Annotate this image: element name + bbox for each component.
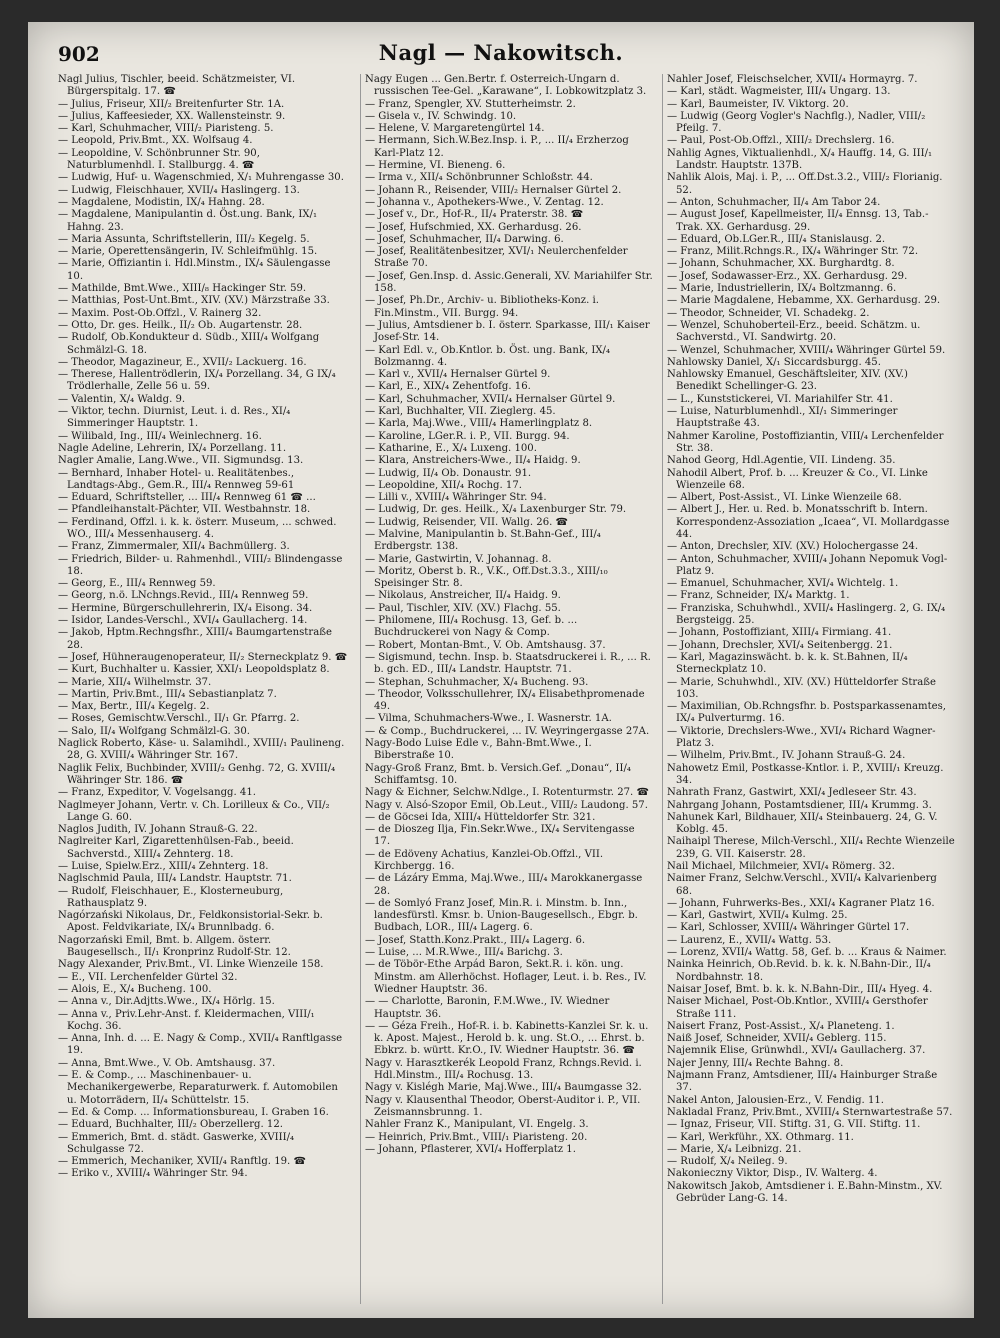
directory-entry: — Luise, ... M.R.Wwe., III/₄ Barichg. 3. xyxy=(365,947,563,959)
directory-entry: — — Géza Freih., Hof-R. i. b. Kabinetts-Kanzlei Sr. k. u. k. Apost. Majest., Herold b. k. ung. St.O., ... Ehrst. b. Ebkrz. b. württ. Kr.O., IV. Wiedner Hauptstr. 36. ☎ xyxy=(365,1020,649,1057)
directory-entry: Nahlik Alois, Maj. i. P., ... Off.Dst.3.2., VIII/₂ Florianig. 52. xyxy=(667,172,943,196)
directory-entry: — Irma v., XII/₄ Schönbrunner Schloßstr. 44. xyxy=(365,172,593,184)
directory-entry: — Malvine, Manipulantin b. St.Bahn-Gef., III/₄ Erdbergstr. 138. xyxy=(365,528,601,553)
directory-entry: — Ludwig, Fleischhauer, XVII/₄ Haslingerg. 13. xyxy=(58,184,300,196)
directory-entry: — Maximilian, Ob.Rchngsfhr. b. Postsparkassenamtes, IX/₄ Pulverturmg. 16. xyxy=(667,701,947,725)
directory-entry: — Heinrich, Priv.Bmt., VIII/₁ Piaristeng. 20. xyxy=(365,1131,588,1143)
directory-entry: — Franziska, Schuhwhdl., XVII/₄ Haslingerg. 2, G. IX/₄ Bergsteigg. 25. xyxy=(667,602,946,627)
directory-entry: Nakel Anton, Jalousien-Erz., V. Fendig. 11. xyxy=(667,1094,885,1106)
page-number: 902 xyxy=(58,42,100,66)
directory-entry: — Karl, Magazinswächt. b. k. k. St.Bahnen, II/₄ Sterneckplatz 10. xyxy=(667,651,908,676)
directory-entry: — de Göcsei Ida, XIII/₄ Hütteldorfer Str. 321. xyxy=(365,811,596,823)
page-header xyxy=(28,32,974,72)
directory-entry: — Albert J., Her. u. Red. b. Monatsschrift b. Intern. Korrespondenz-Assoziation „Icaea“, VI. Mollardgasse 44. xyxy=(667,504,950,540)
directory-entry: Nagy v. Kislégh Marie, Maj.Wwe., III/₄ Baumgasse 32. xyxy=(365,1082,642,1094)
directory-entry: Nahlowsky Emanuel, Geschäftsleiter, XIV. (XV.) Benedikt Schellinger-G. 23. xyxy=(667,369,908,393)
directory-entry: — Friedrich, Bilder- u. Rahmenhdl., VIII/₂ Blindengasse 18. xyxy=(58,553,343,577)
directory-entry: Nakladal Franz, Priv.Bmt., XVIII/₄ Sternwartestraße 57. xyxy=(667,1106,953,1118)
directory-entry: Nahowetz Emil, Postkasse-Kntlor. i. P., XVIII/₁ Kreuzg. 34. xyxy=(667,762,944,786)
directory-entry: — Martin, Priv.Bmt., III/₄ Sebastianplatz 7. xyxy=(58,688,277,700)
directory-entry: — Ludwig, Reisender, VII. Wallg. 26. ☎ xyxy=(365,516,569,528)
directory-entry: — Anna v., Priv.Lehr-Anst. f. Kleidermachen, VIII/₁ Kochg. 36. xyxy=(58,1008,315,1032)
directory-entry: Nahrgang Johann, Postamtsdiener, III/₄ Krummg. 3. xyxy=(667,799,932,811)
directory-entry: — Klara, Anstreichers-Wwe., II/₄ Haidg. 9. xyxy=(365,455,581,467)
directory-entry: — Matthias, Post-Unt.Bmt., XIV. (XV.) Märzstraße 33. xyxy=(58,295,330,307)
directory-entry: — Wilibald, Ing., III/₄ Weinlechnerg. 16. xyxy=(58,430,262,442)
directory-entry: — de Somlyó Franz Josef, Min.R. i. Minstm. b. Inn., landesfürstl. Kmsr. b. Union-Baugesellsch., Ebgr. b. Budbach, LOR., III/₄ Lagerg. 6. xyxy=(365,897,638,934)
directory-entry: Nagy-Bodo Luise Edle v., Bahn-Bmt.Wwe., I. Biberstraße 10. xyxy=(365,738,592,762)
directory-entry: — Jakob, Hptm.Rechngsfhr., XIII/₄ Baumgartenstraße 28. xyxy=(58,627,332,651)
directory-entry: — Johann, Postoffiziant, XIII/₄ Firmiang. 41. xyxy=(667,627,892,639)
directory-entry: — Alois, E., X/₄ Bucheng. 100. xyxy=(58,983,212,995)
directory-entry: — Maxim. Post-Ob.Offzl., V. Rainerg 32. xyxy=(58,307,262,319)
directory-columns xyxy=(58,74,958,1304)
directory-entry: Nahlowsky Daniel, X/₁ Siccardsburgg. 45. xyxy=(667,356,881,368)
directory-entry: — Georg, n.ö. LNchngs.Revid., III/₄ Rennweg 59. xyxy=(58,590,309,602)
directory-entry: — Magdalene, Modistin, IX/₄ Hahng. 28. xyxy=(58,196,265,208)
directory-entry: Naglos Judith, IV. Johann Strauß-G. 22. xyxy=(58,824,258,836)
directory-entry: — Hermine, VI. Bieneng. 6. xyxy=(365,160,506,172)
directory-entry: — de Dioszeg Ilja, Fin.Sekr.Wwe., IX/₄ Servitengasse 17. xyxy=(365,824,635,848)
directory-entry: Nahlig Agnes, Viktualienhdl., X/₄ Hauffg. 14, G. III/₁ Landstr. Hauptstr. 137B. xyxy=(667,147,933,172)
directory-entry: — Emmerich, Mechaniker, XVII/₄ Ranftlg. 19. ☎ xyxy=(58,1156,307,1168)
directory-entry: — Sigismund, techn. Insp. b. Staatsdruckerei i. R., ... R. b. gch. ED., III/₄ Landstr. Hauptstr. 71. xyxy=(365,651,651,676)
directory-entry: — de Edöveny Achatius, Kanzlei-Ob.Offzl., VII. Kirchbergg. 16. xyxy=(365,848,604,872)
directory-entry: — Emanuel, Schuhmacher, XVI/₄ Wichtelg. 1. xyxy=(667,578,899,590)
directory-entry: Nahrath Franz, Gastwirt, XXI/₄ Jedleseer Str. 43. xyxy=(667,787,917,799)
directory-entry: — Otto, Dr. ges. Heilk., II/₂ Ob. Augartenstr. 28. xyxy=(58,319,303,331)
directory-entry: Naisert Franz, Post-Assist., X/₄ Planeteng. 1. xyxy=(667,1020,895,1032)
directory-page xyxy=(28,22,974,1318)
directory-entry: — Josef, Ph.Dr., Archiv- u. Bibliotheks-Konz. i. Fin.Minstm., VII. Burgg. 94. xyxy=(365,295,599,319)
directory-entry: — Ferdinand, Offzl. i. k. k. österr. Museum, ... schwed. WO., III/₄ Messenhauserg. 4. xyxy=(58,516,337,540)
directory-entry: Naihaipl Therese, Milch-Verschl., XII/₄ Rechte Wienzeile 239, G. VII. Kaiserstr. 28. xyxy=(667,836,955,860)
directory-entry: — Ed. & Comp. ... Informationsbureau, I. Graben 16. xyxy=(58,1106,329,1118)
directory-entry: Nagy-Groß Franz, Bmt. b. Versich.Gef. „Donau“, II/₄ Schiffamtsg. 10. xyxy=(365,762,631,786)
directory-entry: — Luise, Naturblumenhdl., XI/₁ Simmeringer Hauptstraße 43. xyxy=(667,406,898,430)
directory-entry: — Roses, Gemischtw.Verschl., II/₁ Gr. Pfarrg. 2. xyxy=(58,713,300,725)
directory-entry: Nakowitsch Jakob, Amtsdiener i. E.Bahn-Minstm., XV. Gebrüder Lang-G. 14. xyxy=(667,1180,943,1205)
directory-entry: — Rudolf, Ob.Kondukteur d. Südb., XIII/₄ Wolfgang Schmälzl-G. 18. xyxy=(58,332,320,356)
directory-entry: — Anton, Drechsler, XIV. (XV.) Holochergasse 24. xyxy=(667,541,919,553)
directory-entry: Najer Jenny, III/₄ Rechte Bahng. 8. xyxy=(667,1057,844,1069)
directory-entry: — E., VII. Lerchenfelder Gürtel 32. xyxy=(58,971,238,983)
directory-entry: — Karl Edl. v., Ob.Kntlor. b. Öst. ung. Bank, IX/₄ Bolzmanng. 4. xyxy=(365,344,610,368)
directory-entry: — Franz, Milit.Rchngs.R., IX/₄ Währinger Str. 72. xyxy=(667,246,919,258)
directory-entry: Nahunek Karl, Bildhauer, XII/₄ Steinbauerg. 24, G. V. Koblg. 45. xyxy=(667,811,938,836)
directory-entry: — Theodor, Schneider, VI. Schadekg. 2. xyxy=(667,307,870,319)
directory-entry: Nahler Franz K., Manipulant, VI. Engelg. 3. xyxy=(365,1119,589,1131)
directory-entry: — Leopoldine, V. Schönbrunner Str. 90, Naturblumenhdl. I. Stallburgg. 4. ☎ xyxy=(58,147,260,172)
directory-entry: — Paul, Tischler, XIV. (XV.) Flachg. 55. xyxy=(365,602,561,614)
directory-entry: — Eduard, Schriftsteller, ... III/₄ Rennweg 61 ☎ ... xyxy=(58,492,316,504)
directory-entry: — Marie, XII/₄ Wilhelmstr. 37. xyxy=(58,676,212,688)
directory-entry: — Hermine, Bürgerschullehrerin, IX/₄ Eisong. 34. xyxy=(58,602,313,614)
directory-entry: — Johann R., Reisender, VIII/₂ Hernalser Gürtel 2. xyxy=(365,184,622,196)
directory-entry: — Lorenz, XVII/₄ Wattg. 58, Gef. b. ... Kraus & Naimer. xyxy=(667,947,947,959)
directory-entry: — Anton, Schuhmacher, II/₄ Am Tabor 24. xyxy=(667,196,881,208)
directory-entry: — Karl, Gastwirt, XVII/₄ Kulmg. 25. xyxy=(667,910,848,922)
directory-entry: — Philomene, III/₄ Rochusg. 13, Gef. b. ... Buchdruckerei von Nagy & Comp. xyxy=(365,615,578,639)
directory-entry: — de Lázáry Emma, Maj.Wwe., III/₄ Marokkanergasse 28. xyxy=(365,873,643,897)
directory-entry: — Vilma, Schuhmachers-Wwe., I. Wasnerstr. 1A. xyxy=(365,713,612,725)
directory-entry: — Wenzel, Schuhmacher, XVIII/₄ Währinger Gürtel 59. xyxy=(667,344,946,356)
directory-entry: Nagy Eugen ... Gen.Bertr. f. Österreich-Ungarn d. russischen Tee-Gel. „Karawane“, I. Lobkowitzplatz 3. xyxy=(365,74,647,98)
directory-entry: — Pfandleihanstalt-Pächter, VII. Westbahnstr. 18. xyxy=(58,504,311,516)
directory-entry: — Georg, E., III/₄ Rennweg 59. xyxy=(58,578,216,590)
directory-entry: — Josef v., Dr., Hof-R., II/₄ Praterstr. 38. ☎ xyxy=(365,209,584,221)
directory-entry: — Kurt, Buchhalter u. Kassier, XXI/₁ Leopoldsplatz 8. xyxy=(58,664,330,676)
directory-entry: Nagle Adeline, Lehrerin, IX/₄ Porzellang. 11. xyxy=(58,442,287,454)
directory-entry: — August Josef, Kapellmeister, II/₄ Ennsg. 13, Tab.-Trak. XX. Gerhardusg. 29. xyxy=(667,209,929,233)
directory-entry: — Anna, Inh. d. ... E. Nagy & Comp., XVII/₄ Ranftlgasse 19. xyxy=(58,1033,343,1057)
directory-entry: — Josef, Gen.Insp. d. Assic.Generali, XV. Mariahilfer Str. 158. xyxy=(365,270,653,295)
directory-entry: — Marie, Schuhwhdl., XIV. (XV.) Hütteldorfer Straße 103. xyxy=(667,676,936,700)
directory-entry: — Katharine, E., X/₄ Luxeng. 100. xyxy=(365,442,537,454)
directory-entry: — Anna v., Dir.Adjtts.Wwe., IX/₄ Hörlg. 15. xyxy=(58,996,275,1008)
directory-entry: — Karl, Schuhmacher, VIII/₂ Piaristeng. 5. xyxy=(58,123,274,135)
directory-entry: Nagorzański Emil, Bmt. b. Allgem. österr. Baugesellsch., II/₁ Kronprinz Rudolf-Str. 12. xyxy=(58,934,291,959)
directory-entry: — Eduard, Ob.LGer.R., III/₄ Stanislausg. 2. xyxy=(667,233,886,245)
directory-entry: Nagler Amalie, Lang.Wwe., VII. Sigmundsg. 13. xyxy=(58,455,304,467)
directory-entry: — Karl, Schlosser, XVIII/₄ Währinger Gürtel 17. xyxy=(667,922,910,934)
directory-entry: — Salo, II/₄ Wolfgang Schmälzl-G. 30. xyxy=(58,725,250,737)
directory-entry: — Ludwig (Georg Vogler's Nachflg.), Nadler, VIII/₂ Pfeilg. 7. xyxy=(667,110,926,135)
directory-entry: — Luise, Spielw.Erz., XIII/₄ Zehnterg. 18. xyxy=(58,861,269,872)
directory-entry: — Josef, Hühneraugenoperateur, II/₂ Sterneckplatz 9. ☎ xyxy=(58,651,348,663)
directory-entry: — Ludwig, Huf- u. Wagenschmied, X/₁ Muhrengasse 30. xyxy=(58,172,344,184)
directory-entry: — Leopoldine, XII/₄ Rochg. 17. xyxy=(365,479,522,491)
directory-entry: Naimer Franz, Selchw.Verschl., XVII/₄ Kalvarienberg 68. xyxy=(667,873,937,897)
running-title: Nagl — Nakowitsch. xyxy=(378,40,624,65)
directory-entry: — Julius, Friseur, XII/₂ Breitenfurter Str. 1A. xyxy=(58,98,285,110)
directory-entry: Nagl Julius, Tischler, beeid. Schätzmeister, VI. Bürgerspitalg. 17. ☎ xyxy=(58,74,296,98)
directory-entry: Nagy & Eichner, Selchw.Ndlge., I. Rotenturmstr. 27. ☎ xyxy=(365,787,650,799)
directory-entry: — Johann, Fuhrwerks-Bes., XXI/₄ Kagraner Platz 16. xyxy=(667,897,935,909)
directory-entry: — Magdalene, Manipulantin d. Öst.ung. Bank, IX/₁ Hahng. 23. xyxy=(58,209,318,233)
directory-entry: — Karl, Schuhmacher, XVII/₄ Hernalser Gürtel 9. xyxy=(365,393,616,405)
directory-entry: — Ludwig, Dr. ges. Heilk., X/₄ Laxenburger Str. 79. xyxy=(365,504,627,516)
directory-entry: — Josef, Realitätenbesitzer, XVI/₁ Neulerchenfelder Straße 70. xyxy=(365,246,628,270)
directory-entry: — & Comp., Buchdruckerei, ... IV. Weyringergasse 27A. xyxy=(365,725,650,737)
directory-entry: — Anton, Schuhmacher, XVIII/₄ Johann Nepomuk Vogl-Platz 9. xyxy=(667,553,948,577)
directory-entry: Nahler Josef, Fleischselcher, XVII/₄ Hormayrg. 7. xyxy=(667,74,918,85)
directory-entry: Naglmeyer Johann, Vertr. v. Ch. Lorilleux & Co., VII/₂ Lange G. 60. xyxy=(58,799,330,823)
directory-entry: — Therese, Hallentrödlerin, IX/₄ Porzellang. 34, G IX/₄ Trödlerhalle, Zelle 56 u. 59. xyxy=(58,369,336,393)
directory-entry: Nagy v. Klausenthal Theodor, Oberst-Auditor i. P., VII. Zeismannsbrunng. 1. xyxy=(365,1094,641,1118)
directory-entry: — L., Kunststickerei, VI. Mariahilfer Str. 41. xyxy=(667,393,893,405)
directory-entry: — Paul, Post-Ob.Offzl., XIII/₂ Drechslerg. 16. xyxy=(667,135,895,147)
directory-entry: — Johanna v., Apothekers-Wwe., V. Zentag. 12. xyxy=(365,196,604,208)
directory-entry: — Johann, Pflasterer, XVI/₄ Hofferplatz 1. xyxy=(365,1143,576,1155)
directory-entry: — Anna, Bmt.Wwe., V. Ob. Amtshausg. 37. xyxy=(58,1057,276,1069)
directory-entry: Najmann Franz, Amtsdiener, III/₄ Hainburger Straße 37. xyxy=(667,1070,938,1094)
directory-entry: — Wenzel, Schuhoberteil-Erz., beeid. Schätzm. u. Sachverstd., VI. Sandwirtg. 20. xyxy=(667,319,921,344)
directory-entry: — Karl, Buchhalter, VII. Zieglerg. 45. xyxy=(365,406,556,418)
directory-entry: — Karl, Werkführ., XX. Othmarg. 11. xyxy=(667,1131,854,1143)
directory-entry: — Hermann, Sich.W.Bez.Insp. i. P., ... II/₄ Erzherzog Karl-Platz 12. xyxy=(365,135,629,159)
directory-entry: — Josef, Schuhmacher, II/₄ Darwing. 6. xyxy=(365,233,564,245)
directory-entry: — Leopold, Priv.Bmt., XX. Wolfsaug 4. xyxy=(58,135,253,147)
directory-entry: — Eriko v., XVIII/₄ Währinger Str. 94. xyxy=(58,1168,248,1180)
directory-entry: Naglik Felix, Buchbinder, XVIII/₂ Genhg. 72, G. XVIII/₄ Währinger Str. 186. ☎ xyxy=(58,762,336,786)
directory-entry: — Marie, Industriellerin, IX/₄ Boltzmanng. 6. xyxy=(667,283,897,295)
directory-entry: — Bernhard, Inhaber Hotel- u. Realitätenbes., Landtags-Abg., Gem.R., III/₄ Rennweg 59-61 xyxy=(58,467,295,491)
directory-entry: — Nikolaus, Anstreicher, II/₄ Haidg. 9. xyxy=(365,590,561,602)
directory-entry: — Isidor, Landes-Verschl., XVI/₄ Gaullacherg. 14. xyxy=(58,615,308,627)
directory-entry: Nahodil Albert, Prof. b. ... Kreuzer & Co., VI. Linke Wienzeile 68. xyxy=(667,467,928,491)
directory-entry: Nail Michael, Milchmeier, XVI/₄ Römerg. 32. xyxy=(667,861,895,872)
directory-entry: Naglreiter Karl, Zigarettenhülsen-Fab., beeid. Sachverstd., XIII/₄ Zehnterg. 18. xyxy=(58,836,294,860)
directory-entry: Nahmer Karoline, Postoffiziantin, VIII/₄ Lerchenfelder Str. 38. xyxy=(667,430,944,454)
directory-entry: — Franz, Zimmermaler, XII/₄ Bachmüllerg. 3. xyxy=(58,541,290,553)
directory-entry: — Marie Magdalene, Hebamme, XX. Gerhardusg. 29. xyxy=(667,295,941,307)
directory-entry: — Laurenz, E., XVII/₄ Wattg. 53. xyxy=(667,934,832,946)
directory-entry: Naiß Josef, Schneider, XVII/₄ Geblerg. 115. xyxy=(667,1033,887,1045)
directory-entry: — Marie, Gastwirtin, V. Johannag. 8. xyxy=(365,553,552,565)
directory-entry: — de Töbör-Ethe Arpád Baron, Sekt.R. i. kön. ung. Minstm. am Allerhöchst. Hoflager, Leut. i. b. Res., IV. Wiedner Hauptstr. 36. xyxy=(365,959,647,995)
directory-entry: — Rudolf, X/₄ Neileg. 9. xyxy=(667,1156,788,1168)
directory-entry: — Stephan, Schuhmacher, X/₄ Bucheng. 93. xyxy=(365,676,589,688)
directory-entry: Najemnik Elise, Grünwhdl., XVI/₄ Gaullacherg. 37. xyxy=(667,1045,926,1057)
directory-entry: — — Charlotte, Baronin, F.M.Wwe., IV. Wiedner Hauptstr. 36. xyxy=(365,996,610,1020)
directory-entry: — Josef, Statth.Konz.Prakt., III/₄ Lagerg. 6. xyxy=(365,934,586,946)
directory-entry: Nagy Alexander, Priv.Bmt., VI. Linke Wienzeile 158. xyxy=(58,959,324,971)
directory-entry: — Gisela v., IV. Schwindg. 10. xyxy=(365,110,517,122)
directory-entry: — Mathilde, Bmt.Wwe., XIII/₈ Hackinger Str. 59. xyxy=(58,283,307,295)
directory-entry: — Maria Assunta, Schriftstellerin, III/₂ Kegelg. 5. xyxy=(58,233,310,245)
directory-entry: — Lilli v., XVIII/₄ Währinger Str. 94. xyxy=(365,492,547,504)
directory-entry: Nagy v. Alsó-Szopor Emil, Ob.Leut., VIII/₂ Laudong. 57. xyxy=(365,799,648,811)
directory-entry: — Julius, Kaffeesieder, XX. Wallensteinstr. 9. xyxy=(58,110,286,122)
directory-entry: — Karla, Maj.Wwe., VIII/₄ Hamerlingplatz 8. xyxy=(365,418,593,430)
directory-entry: — Emmerich, Bmt. d. städt. Gaswerke, XVIII/₄ Schulgasse 72. xyxy=(58,1131,295,1155)
directory-entry: — Ludwig, II/₄ Ob. Donaustr. 91. xyxy=(365,467,532,479)
directory-entry: — Theodor, Volksschullehrer, IX/₄ Elisabethpromenade 49. xyxy=(365,688,645,713)
directory-entry: — Theodor, Magazineur, E., XVII/₂ Lackuerg. 16. xyxy=(58,356,307,368)
column-left xyxy=(58,74,348,1304)
directory-entry: — Rudolf, Fleischhauer, E., Klosterneuburg, Rathausplatz 9. xyxy=(58,885,284,909)
directory-entry: — Johann, Schuhmacher, XX. Burghardtg. 8. xyxy=(667,258,895,270)
directory-entry: — Marie, X/₄ Leibnizg. 21. xyxy=(667,1143,802,1155)
directory-entry: — Valentin, X/₄ Waldg. 9. xyxy=(58,393,186,405)
directory-entry: Nahod Georg, Hdl.Agentie, VII. Lindeng. 35. xyxy=(667,455,896,467)
directory-entry: — Karl v., XVII/₄ Hernalser Gürtel 9. xyxy=(365,369,551,381)
directory-entry: Nagórzański Nikolaus, Dr., Feldkonsistorial-Sekr. b. Apost. Feldvikariate, IX/₄ Brunnlbadg. 6. xyxy=(58,910,323,934)
directory-entry: — Viktor, techn. Diurnist, Leut. i. d. Res., XI/₄ Simmeringer Hauptstr. 1. xyxy=(58,406,291,430)
directory-entry: — Karoline, LGer.R. i. P., VII. Burgg. 94. xyxy=(365,430,570,442)
directory-entry: — E. & Comp., ... Maschinenbauer- u. Mechanikergewerbe, Reparaturwerk. f. Automobilen u. Motorrädern, II/₄ Schüttelstr. 15. xyxy=(58,1070,338,1106)
directory-entry: — Karl, Baumeister, IV. Viktorg. 20. xyxy=(667,98,849,110)
directory-entry: — Johann, Drechsler, XVI/₄ Seitenbergg. 21. xyxy=(667,639,893,651)
directory-entry: — Josef, Hufschmied, XX. Gerhardusg. 26. xyxy=(365,221,582,233)
directory-entry: — Franz, Expeditor, V. Vogelsangg. 41. xyxy=(58,787,256,799)
directory-entry: Naglick Roberto, Käse- u. Salamihdl., XVIII/₁ Paulineng. 28, G. XVIII/₄ Währinger Str. 167. xyxy=(58,738,345,762)
directory-entry: — Moritz, Oberst b. R., V.K., Off.Dst.3.3., XIII/₁₀ Speisinger Str. 8. xyxy=(365,565,608,590)
directory-entry: — Marie, Operettensängerin, IV. Schleifmühlg. 15. xyxy=(58,246,318,258)
directory-entry: — Josef, Sodawasser-Erz., XX. Gerhardusg. 29. xyxy=(667,270,908,282)
directory-entry: Naglschmid Paula, III/₄ Landstr. Hauptstr. 71. xyxy=(58,873,292,885)
directory-entry: — Eduard, Buchhalter, III/₂ Oberzellerg. 12. xyxy=(58,1119,283,1131)
directory-entry: — Albert, Post-Assist., VI. Linke Wienzeile 68. xyxy=(667,492,902,504)
directory-entry: — Helene, V. Margaretengürtel 14. xyxy=(365,123,545,135)
directory-entry: Nagy v. Harasztkerék Leopold Franz, Rchngs.Revid. i. Hdl.Minstm., III/₄ Rochusg. 13. xyxy=(365,1057,642,1082)
directory-entry: Naisar Josef, Bmt. b. k. k. N.Bahn-Dir., III/₄ Hyeg. 4. xyxy=(667,983,933,995)
directory-entry: — Ignaz, Friseur, VII. Stiftg. 31, G. VII. Stiftg. 11. xyxy=(667,1119,921,1131)
directory-entry: — Robert, Montan-Bmt., V. Ob. Amtshausg. 37. xyxy=(365,639,606,651)
directory-entry: Nainka Heinrich, Ob.Revid. b. k. k. N.Bahn-Dir., II/₄ Nordbahnstr. 18. xyxy=(667,959,931,983)
directory-entry: — Karl, E., XIX/₄ Zehentfofg. 16. xyxy=(365,381,531,393)
directory-entry: — Franz, Spengler, XV. Stutterheimstr. 2. xyxy=(365,98,576,110)
directory-entry: — Max, Bertr., III/₄ Kegelg. 2. xyxy=(58,701,210,713)
directory-entry: — Karl, städt. Wagmeister, III/₄ Ungarg. 13. xyxy=(667,86,891,98)
directory-entry: — Viktorie, Drechslers-Wwe., XVI/₄ Richard Wagner-Platz 3. xyxy=(667,725,936,750)
column-right xyxy=(662,74,955,1304)
directory-entry: — Julius, Amtsdiener b. I. österr. Sparkasse, III/₁ Kaiser Josef-Str. 14. xyxy=(365,319,650,344)
directory-entry: Naiser Michael, Post-Ob.Kntlor., XVIII/₄ Gersthofer Straße 111. xyxy=(667,996,928,1020)
directory-entry: — Franz, Schneider, IX/₄ Marktg. 1. xyxy=(667,590,850,602)
column-middle xyxy=(360,74,653,1304)
directory-entry: — Wilhelm, Priv.Bmt., IV. Johann Strauß-G. 24. xyxy=(667,750,906,762)
directory-entry: Nakonieczny Viktor, Disp., IV. Walterg. 4. xyxy=(667,1168,878,1180)
directory-entry: — Marie, Offiziantin i. Hdl.Minstm., IX/₄ Säulengasse 10. xyxy=(58,258,331,282)
